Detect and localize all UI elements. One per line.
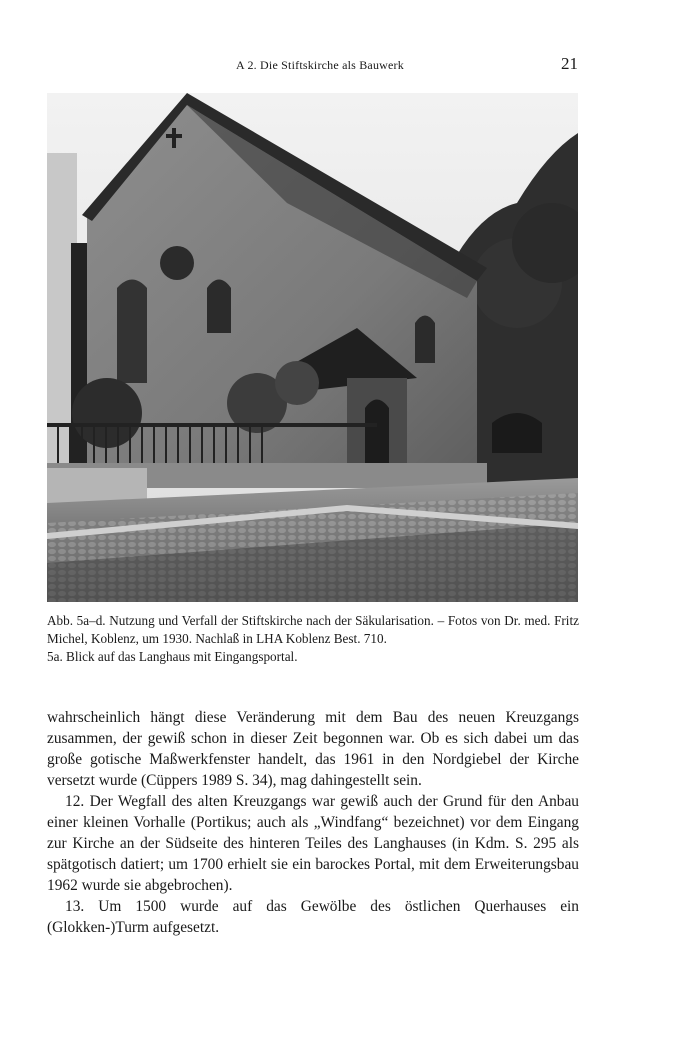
church-photo-illustration: [47, 93, 578, 602]
page-number: 21: [561, 54, 578, 73]
figure-photo: [47, 93, 578, 602]
caption-main: Abb. 5a–d. Nutzung und Verfall der Stiftskirche nach der Säkularisation. – Fotos von Dr. med. Fritz Michel, Koblenz, um 1930. Nachlaß in LHA Koblenz Best. 710.: [47, 613, 579, 646]
figure-caption: [47, 612, 579, 666]
body-text: [47, 707, 579, 938]
paragraph-1: wahrscheinlich hängt diese Veränderung mit dem Bau des neuen Kreuzgangs zusammen, der gewiß schon in dieser Zeit begonnen war. Ob es sich dabei um das große gotische Maßwerkfenster handelt, das 1961 in den Nordgiebel der Kirche versetzt wurde (Cüppers 1989 S. 34), mag dahingestellt sein.: [47, 709, 579, 789]
paragraph-3: 13. Um 1500 wurde auf das Gewölbe des östlichen Querhauses ein (Glokken-)Turm aufgesetzt.: [47, 898, 579, 936]
caption-sub: 5a. Blick auf das Langhaus mit Eingangsportal.: [47, 649, 298, 664]
paragraph-2: 12. Der Wegfall des alten Kreuzgangs war gewiß auch der Grund für den Anbau einer kleinen Vorhalle (Portikus; auch als „Windfang“ bezeichnet) vor dem Eingang zur Kirche an der Südseite des hinteren Teiles des Langhauses (in Kdm. S. 295 als spätgotisch datiert; um 1700 erhielt sie ein barockes Portal, mit dem Erweiterungsbau 1962 wurde sie abgebrochen).: [47, 793, 579, 894]
running-title: A 2. Die Stiftskirche als Bauwerk: [236, 58, 404, 72]
